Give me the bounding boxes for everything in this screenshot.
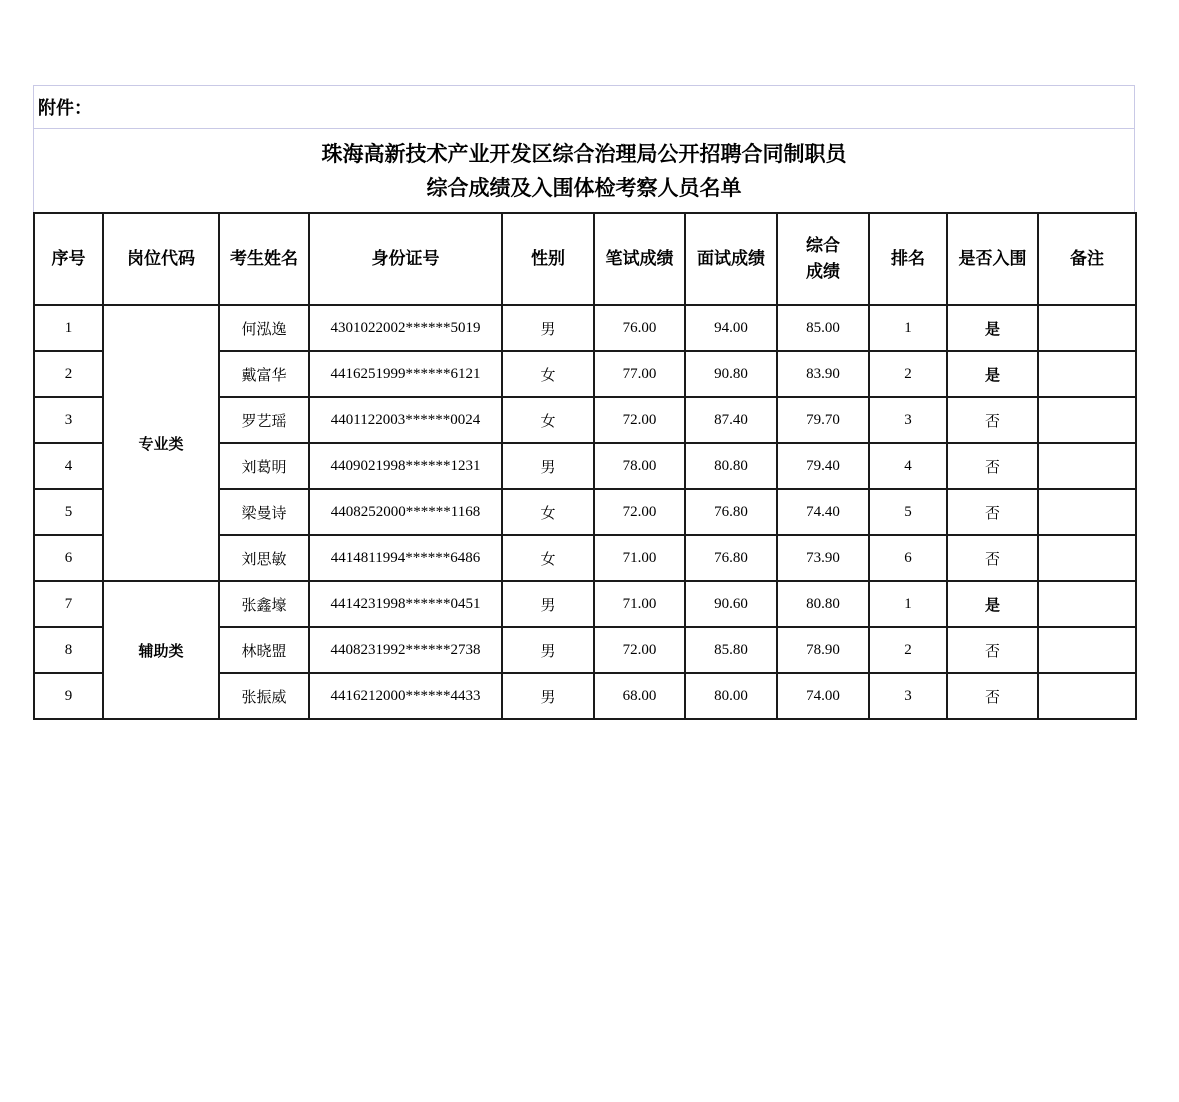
- cell-rank: 6: [869, 535, 947, 581]
- header-seq: 序号: [34, 213, 103, 305]
- cell-name: 何泓逸: [219, 305, 309, 351]
- cell-id-no: 4416251999******6121: [309, 351, 502, 397]
- cell-shortlisted: 否: [947, 443, 1038, 489]
- cell-seq: 6: [34, 535, 103, 581]
- cell-rank: 4: [869, 443, 947, 489]
- cell-seq: 1: [34, 305, 103, 351]
- cell-written-score: 78.00: [594, 443, 685, 489]
- cell-written-score: 72.00: [594, 627, 685, 673]
- results-sheet: [33, 85, 1135, 720]
- cell-interview-score: 80.80: [685, 443, 777, 489]
- cell-shortlisted: 否: [947, 673, 1038, 719]
- cell-written-score: 77.00: [594, 351, 685, 397]
- header-written-score: 笔试成绩: [594, 213, 685, 305]
- cell-post-category: 辅助类: [103, 581, 219, 719]
- cell-total-score: 74.00: [777, 673, 869, 719]
- cell-gender: 女: [502, 535, 594, 581]
- cell-gender: 男: [502, 581, 594, 627]
- cell-interview-score: 94.00: [685, 305, 777, 351]
- cell-seq: 5: [34, 489, 103, 535]
- cell-total-score: 73.90: [777, 535, 869, 581]
- cell-rank: 1: [869, 581, 947, 627]
- cell-written-score: 71.00: [594, 581, 685, 627]
- attachment-label: 附件：: [38, 98, 92, 119]
- cell-id-no: 4409021998******1231: [309, 443, 502, 489]
- cell-id-no: 4301022002******5019: [309, 305, 502, 351]
- cell-total-score: 74.40: [777, 489, 869, 535]
- header-shortlisted: 是否入围: [947, 213, 1038, 305]
- cell-seq: 2: [34, 351, 103, 397]
- cell-total-score: 83.90: [777, 351, 869, 397]
- cell-rank: 3: [869, 397, 947, 443]
- cell-remarks: [1038, 397, 1136, 443]
- header-total-line-2: 成绩: [806, 262, 840, 282]
- cell-name: 刘思敏: [219, 535, 309, 581]
- cell-total-score: 78.90: [777, 627, 869, 673]
- cell-id-no: 4401122003******0024: [309, 397, 502, 443]
- cell-rank: 3: [869, 673, 947, 719]
- cell-remarks: [1038, 535, 1136, 581]
- cell-name: 张振威: [219, 673, 309, 719]
- cell-gender: 女: [502, 397, 594, 443]
- cell-written-score: 72.00: [594, 397, 685, 443]
- cell-id-no: 4416212000******4433: [309, 673, 502, 719]
- cell-gender: 女: [502, 489, 594, 535]
- cell-remarks: [1038, 581, 1136, 627]
- cell-interview-score: 90.60: [685, 581, 777, 627]
- cell-gender: 女: [502, 351, 594, 397]
- cell-rank: 5: [869, 489, 947, 535]
- cell-remarks: [1038, 489, 1136, 535]
- cell-gender: 男: [502, 443, 594, 489]
- header-name: 考生姓名: [219, 213, 309, 305]
- header-rank: 排名: [869, 213, 947, 305]
- cell-remarks: [1038, 673, 1136, 719]
- title-line-2: 综合成绩及入围体检考察人员名单: [426, 175, 742, 200]
- cell-total-score: 85.00: [777, 305, 869, 351]
- cell-shortlisted: 是: [947, 581, 1038, 627]
- cell-interview-score: 76.80: [685, 489, 777, 535]
- header-gender: 性别: [502, 213, 594, 305]
- cell-rank: 2: [869, 351, 947, 397]
- header-row: [34, 213, 1136, 305]
- cell-interview-score: 90.80: [685, 351, 777, 397]
- cell-gender: 男: [502, 305, 594, 351]
- cell-remarks: [1038, 627, 1136, 673]
- attachment-row: [33, 85, 1135, 128]
- cell-name: 梁曼诗: [219, 489, 309, 535]
- table-row: [34, 305, 1136, 351]
- cell-shortlisted: 否: [947, 627, 1038, 673]
- cell-id-no: 4414811994******6486: [309, 535, 502, 581]
- cell-seq: 3: [34, 397, 103, 443]
- cell-gender: 男: [502, 627, 594, 673]
- title-line-1: 珠海高新技术产业开发区综合治理局公开招聘合同制职员: [321, 141, 847, 166]
- cell-total-score: 79.40: [777, 443, 869, 489]
- cell-written-score: 72.00: [594, 489, 685, 535]
- header-remarks: 备注: [1038, 213, 1136, 305]
- cell-written-score: 76.00: [594, 305, 685, 351]
- table-body: [34, 305, 1136, 719]
- cell-id-no: 4414231998******0451: [309, 581, 502, 627]
- document-title: [33, 128, 1135, 212]
- cell-seq: 8: [34, 627, 103, 673]
- cell-id-no: 4408252000******1168: [309, 489, 502, 535]
- cell-shortlisted: 是: [947, 305, 1038, 351]
- header-total-line-1: 综合: [806, 236, 840, 256]
- cell-written-score: 68.00: [594, 673, 685, 719]
- cell-seq: 4: [34, 443, 103, 489]
- cell-shortlisted: 否: [947, 535, 1038, 581]
- cell-shortlisted: 否: [947, 397, 1038, 443]
- cell-rank: 2: [869, 627, 947, 673]
- cell-remarks: [1038, 305, 1136, 351]
- cell-written-score: 71.00: [594, 535, 685, 581]
- cell-interview-score: 80.00: [685, 673, 777, 719]
- cell-interview-score: 87.40: [685, 397, 777, 443]
- header-id-no: 身份证号: [309, 213, 502, 305]
- cell-interview-score: 85.80: [685, 627, 777, 673]
- cell-shortlisted: 否: [947, 489, 1038, 535]
- cell-total-score: 79.70: [777, 397, 869, 443]
- table-row: [34, 581, 1136, 627]
- cell-shortlisted: 是: [947, 351, 1038, 397]
- cell-remarks: [1038, 351, 1136, 397]
- cell-seq: 7: [34, 581, 103, 627]
- cell-name: 刘葛明: [219, 443, 309, 489]
- cell-id-no: 4408231992******2738: [309, 627, 502, 673]
- cell-name: 戴富华: [219, 351, 309, 397]
- cell-name: 张鑫壕: [219, 581, 309, 627]
- cell-remarks: [1038, 443, 1136, 489]
- header-interview-score: 面试成绩: [685, 213, 777, 305]
- cell-total-score: 80.80: [777, 581, 869, 627]
- cell-gender: 男: [502, 673, 594, 719]
- cell-rank: 1: [869, 305, 947, 351]
- header-total-score: [777, 213, 869, 305]
- cell-seq: 9: [34, 673, 103, 719]
- header-post-code: 岗位代码: [103, 213, 219, 305]
- cell-name: 罗艺瑶: [219, 397, 309, 443]
- results-table: [33, 212, 1137, 720]
- cell-name: 林晓盟: [219, 627, 309, 673]
- cell-post-category: 专业类: [103, 305, 219, 581]
- cell-interview-score: 76.80: [685, 535, 777, 581]
